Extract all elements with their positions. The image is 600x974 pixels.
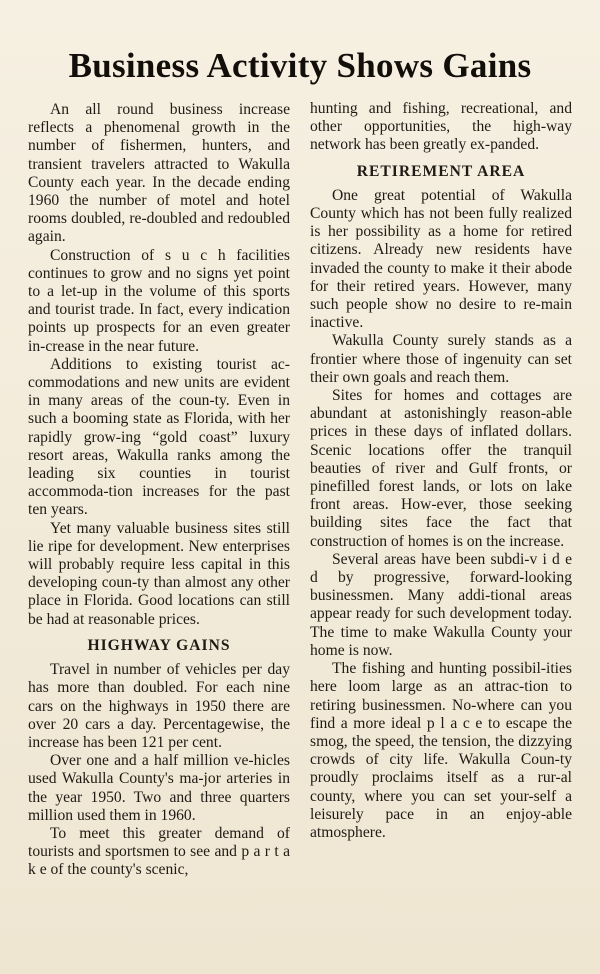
paragraph: One great potential of Wakulla County which has not been fully realized is her possibility as a home for retired citizens. Already new residents have invaded the county to make it their abode for their retired years. However, many such people show no desire to re-main inactive. [310,186,572,332]
paragraph: An all round business increase reflects a phenomenal growth in the number of fishermen, hunters, and transient travelers attracted to Wakulla County each year. In the decade ending 1960 the number of motel and hotel rooms doubled, re-doubled and redoubled again. [28,101,290,246]
paragraph: Several areas have been subdi-v i d e d by progressive, forward-looking businessmen. Many addi-tional areas appear ready for such development today. The time to make Wakulla County your home is now. [310,550,572,659]
article-title: Business Activity Shows Gains [68,46,532,85]
right-column [310,100,572,880]
paragraph: Over one and a half million ve-hicles used Wakulla County's ma-jor arteries in the year 1950. Two and three quarters million used them in 1960. [28,752,290,824]
paragraph: Construction of s u c h facilities continues to grow and no signs yet point to a let-up in the volume of this sports and tourist trade. In fact, every indication points up prospects for an even greater in-crease in the near future. [28,246,290,355]
paragraph: To meet this greater demand of tourists and sportsmen to see and p a r t a k e of the county's scenic, [28,824,290,879]
paragraph: Wakulla County surely stands as a frontier where those of ingenuity can set their own goals and reach them. [310,332,572,386]
paragraph: Additions to existing tourist ac-commodations and new units are evident in many areas of the coun-ty. Even in such a booming state as Florida, with her rapidly grow-ing “gold coast” luxury resort areas, Wakulla ranks among the leading six counties in tourist accommoda-tion increases for the past ten years. [28,355,290,519]
paragraph: The fishing and hunting possibil-ities here loom large as an attrac-tion to retiring businessmen. No-where can you find a more ideal p l a c e to escape the smog, the speed, the tension, the dizzying crowds of city life. Wakulla Coun-ty proudly proclaims itself as a rur-al county, where you can set your-self a leisurely pace in an enjoy-able atmosphere. [310,660,572,841]
paragraph: Travel in number of vehicles per day has more than doubled. For each nine cars on the highways in 1950 there are over 20 cars a day. Percentagewise, the increase has been 121 per cent. [28,661,290,751]
article-body [28,100,572,880]
left-column [28,100,290,880]
section-heading-highway-gains: HIGHWAY GAINS [87,636,231,654]
section-heading-retirement-area: RETIREMENT AREA [356,162,526,180]
paragraph-continued: hunting and fishing, recreational, and other opportunities, the high-way network has been greatly ex-panded. [310,100,572,154]
paragraph: Sites for homes and cottages are abundant at astonishingly reason-able prices in these days of inflated dollars. Scenic locations offer the tranquil beauties of river and Gulf fronts, or pinefilled forest lands, or lots on lake front areas. How-ever, those seeking building sites face the fact that construction of homes is on the increase. [310,387,572,550]
paragraph: Yet many valuable business sites still lie ripe for development. New enterprises will probably require less capital in this developing coun-ty than almost any other place in Florida. Good locations can still be had at reasonable prices. [28,519,290,628]
